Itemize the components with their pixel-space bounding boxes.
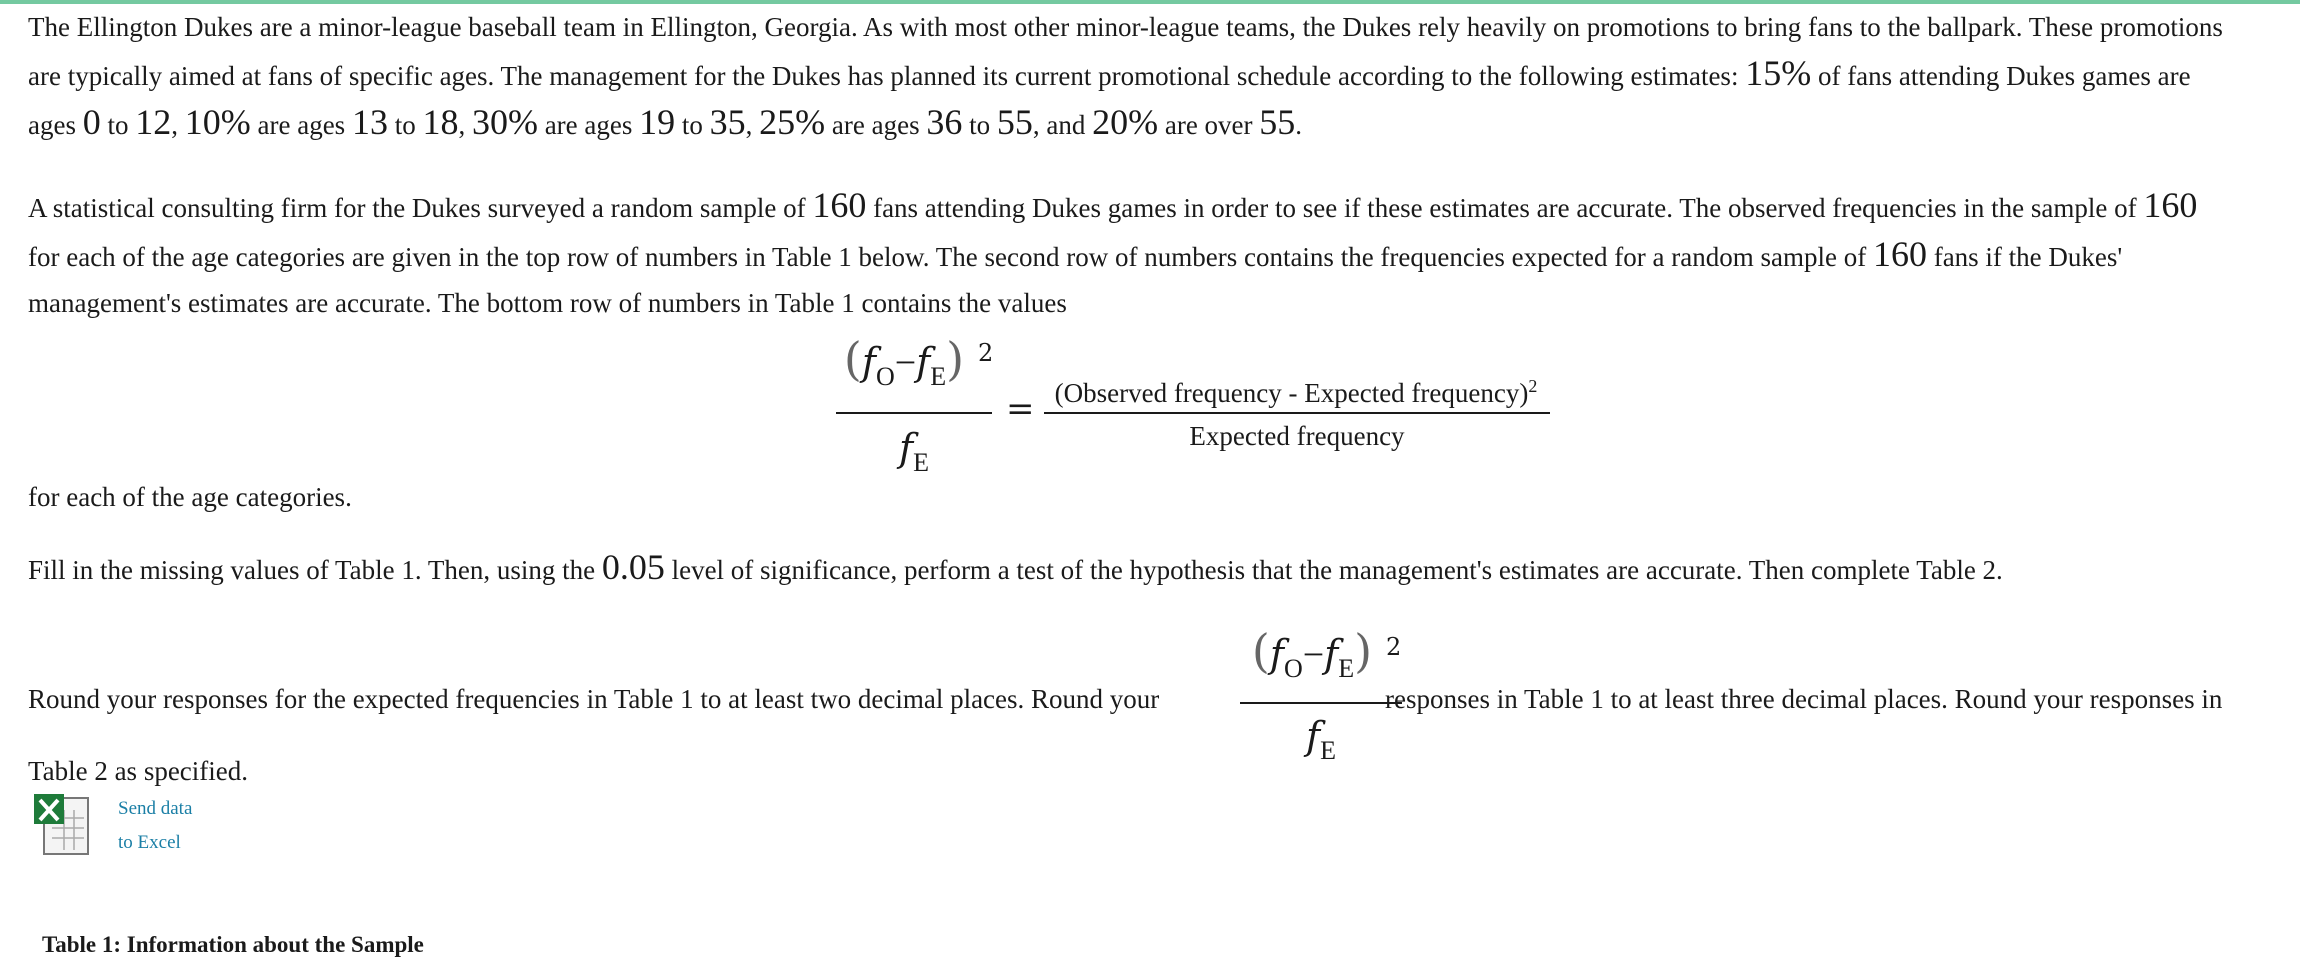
after-formula-text: for each of the age categories. — [28, 482, 352, 512]
equals-sign: = — [1006, 389, 1035, 429]
rounding-pre-text: Round your responses for the expected frequencies in Table 1 to at least two decimal places. Round your — [28, 684, 1160, 714]
problem-content — [28, 4, 2300, 786]
excel-spreadsheet-icon[interactable] — [30, 792, 94, 860]
send-data-link-line-2[interactable]: to Excel — [118, 832, 181, 853]
lhs-fraction-bar — [836, 412, 992, 414]
rounding-line-2: Table 2 as specified. — [28, 756, 249, 786]
rounding-post-text: responses in Table 1 to at least three decimal places. Round your responses in — [1385, 684, 2223, 714]
rhs-numerator: (Observed frequency - Expected frequency)$^2$ — [1054, 376, 1538, 408]
intro-line-2: are typically aimed at fans of specific ages. The management for the Dukes has planned its current promotional schedule according to the following estimates: 15% of fans attending Dukes games are — [28, 53, 2191, 93]
send-data-link-line-1[interactable]: Send data — [118, 798, 193, 819]
send-to-excel[interactable] — [28, 790, 328, 862]
inline-formula-exponent: 2 — [1386, 633, 1402, 661]
inline-formula-numerator: $(f_O-f_E)$ — [1251, 624, 1373, 683]
survey-line-3: management's estimates are accurate. The bottom row of numbers in Table 1 contains the values — [28, 288, 1067, 318]
table-1-title: Table 1: Information about the Sample — [42, 932, 424, 957]
rounding-paragraph — [28, 616, 2300, 796]
instruction-paragraph: Fill in the missing values of Table 1. Then, using the 0.05 level of significance, perform a test of the hypothesis that the management's estimates are accurate. Then complete Table 2. — [28, 547, 2003, 587]
rhs-denominator: Expected frequency — [1189, 421, 1405, 451]
inline-formula-bar — [1240, 702, 1402, 704]
survey-line-1: A statistical consulting firm for the Dukes surveyed a random sample of 160 fans attending Dukes games in order to see if these estimates are accurate. The observed frequencies in the sample of 160 — [28, 185, 2198, 225]
intro-paragraph — [28, 4, 2300, 148]
lhs-denominator: $f_E$ — [899, 426, 929, 477]
lhs-numerator: $(f_O-f_E)$ — [843, 332, 965, 391]
survey-paragraph — [28, 182, 2300, 326]
rhs-fraction-bar — [1044, 412, 1550, 414]
intro-line-3: ages 0 to 12, 10% are ages 13 to 18, 30% are ages 19 to 35, 25% are ages 36 to 55, and 20% are over 55. — [28, 102, 1303, 142]
lhs-exponent: 2 — [978, 339, 994, 367]
inline-formula-denominator: $f_E$ — [1306, 714, 1336, 765]
chi-square-formula — [28, 324, 2300, 477]
intro-line-1: The Ellington Dukes are a minor-league baseball team in Ellington, Georgia. As with most other minor-league teams, the Dukes rely heavily on promotions to bring fans to the ballpark. These promotions — [28, 12, 2223, 42]
survey-line-2: for each of the age categories are given in the top row of numbers in Table 1 below. The second row of numbers contains the frequencies expected for a random sample of 160 fans if the Dukes' — [28, 234, 2123, 274]
